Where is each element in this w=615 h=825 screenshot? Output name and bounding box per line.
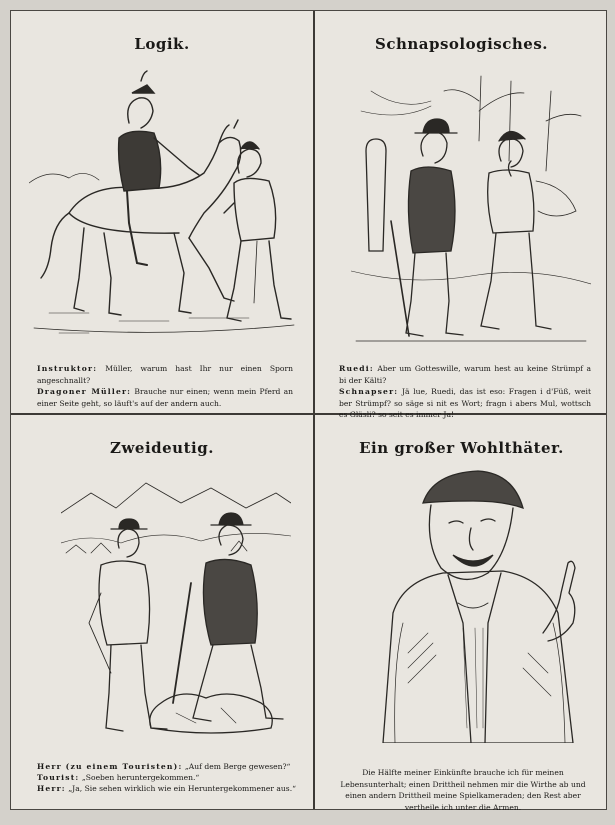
- speaker-label: Ruedi:: [339, 364, 374, 373]
- caption-line: [37, 363, 293, 386]
- panel-title: Ein großer Wohlthäter.: [359, 439, 564, 457]
- panel-schnapsologisches: [315, 11, 608, 419]
- speaker-label: Schnapser:: [339, 387, 399, 396]
- dialogue-text: Aber um Gotteswille, warum hest au keine Strümpf a bi der Kälti?: [339, 364, 591, 385]
- caption-line: [37, 783, 299, 794]
- dialogue-text: Müller, warum hast Ihr nur einen Sporn angeschnallt?: [37, 364, 293, 385]
- caption-line: [339, 363, 591, 386]
- caption-line: [37, 386, 293, 409]
- dialogue-text: „Ja, Sie sehen wirklich wie ein Heruntergekommener aus.“: [68, 784, 296, 793]
- caption-line: [37, 772, 299, 783]
- gentleman-and-tourist-illustration: [61, 473, 291, 745]
- two-peasants-illustration: [351, 71, 591, 346]
- rider-and-dragoon-illustration: [29, 63, 299, 343]
- panel-wohlthaeter: [315, 415, 608, 811]
- speaker-label: Herr:: [37, 784, 66, 793]
- speaker-label: Tourist:: [37, 773, 80, 782]
- panel-title: Schnapsologisches.: [374, 35, 549, 53]
- panel-title: Zweideutig.: [110, 439, 214, 457]
- dialogue-text: „Soeben heruntergekommen.“: [81, 773, 200, 782]
- speaker-label: Instruktor:: [37, 364, 98, 373]
- caption: [37, 761, 299, 794]
- benefactor-portrait-illustration: [363, 463, 593, 743]
- caption: [37, 363, 293, 409]
- speaker-label: Dragoner Müller:: [37, 387, 132, 396]
- comic-page: [10, 10, 607, 810]
- caption: [339, 363, 591, 421]
- speaker-label: Herr (zu einem Touristen):: [37, 762, 183, 771]
- dialogue-text: Brauche nur einen; wenn mein Pferd an einer Seite geht, so läuft's auf der andern auch.: [37, 387, 293, 408]
- panel-title: Logik.: [134, 35, 190, 53]
- dialogue-text: Jä lue, Ruedi, das ist eso: Fragen i d'Füß, weit ber Strümpf? so säge si nit es Wort; fragn i abers Mul, wottsch es Gläsli? so seit es immer Ja!: [339, 387, 592, 419]
- caption-line: [37, 761, 299, 772]
- dialogue-text: „Auf dem Berge gewesen?“: [184, 762, 291, 771]
- panel-zweideutig: [11, 415, 313, 811]
- panel-logik: [11, 11, 313, 413]
- caption: Die Hälfte meiner Einkünfte brauche ich für meinen Lebensunterhalt; einen Drittheil nehmen mir die Wirthe ab und einen andern Drittheil meine Spielkameraden; den Rest aber vertheile ich unter die Armen.: [340, 768, 586, 812]
